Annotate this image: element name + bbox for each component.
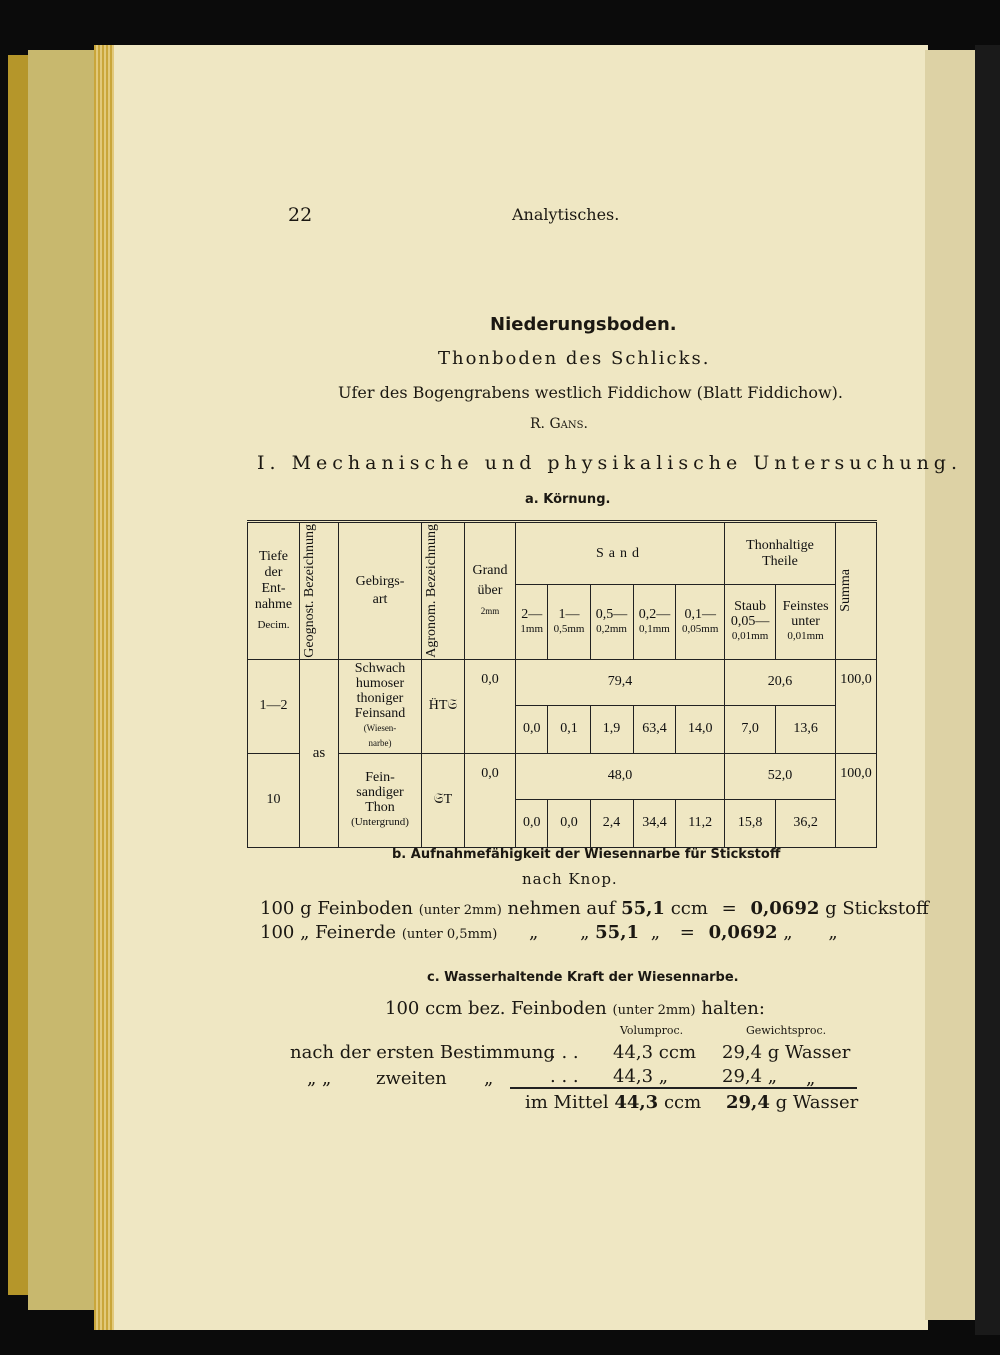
grand-cell: 0,0 bbox=[465, 659, 516, 753]
col-geognost: Geognost. Bezeichnung bbox=[300, 522, 339, 660]
gebirgsart-cell: Schwach humoser thoniger Feinsand (Wiesen- narbe) bbox=[339, 659, 422, 753]
section-c-title: c. Wasserhaltende Kraft der Wiesennarbe. bbox=[427, 970, 739, 985]
table-row bbox=[248, 753, 877, 799]
value-cell: 0,0 bbox=[516, 799, 548, 847]
b-line-1: 100 g Feinboden (unter 2mm) nehmen auf 55,1 ccm = 0,0692 g Stickstoff bbox=[260, 898, 929, 919]
page-edges bbox=[94, 45, 116, 1330]
c-row-1-unit: Wasser bbox=[785, 1042, 851, 1063]
value-cell: 0,0 bbox=[516, 705, 548, 753]
value-cell: 1,9 bbox=[590, 705, 633, 753]
page-number: 22 bbox=[288, 204, 313, 226]
grain-size-table bbox=[247, 520, 877, 848]
c-row-1-label: nach der ersten Bestimmung bbox=[290, 1042, 555, 1063]
facing-page bbox=[28, 50, 100, 1310]
sand-range-3: 0,5— 0,2mm bbox=[590, 585, 633, 660]
c-row-2-dots: . . . bbox=[550, 1066, 579, 1087]
sand-range-1: 2— 1mm bbox=[516, 585, 548, 660]
col-tiefe: Tiefe der Ent- nahme Decim. bbox=[248, 522, 300, 660]
thon-total-cell: 20,6 bbox=[725, 659, 836, 705]
tiefe-cell: 10 bbox=[248, 753, 300, 847]
table-row bbox=[248, 659, 877, 705]
value-cell: 15,8 bbox=[725, 799, 776, 847]
value-cell: 34,4 bbox=[633, 799, 676, 847]
sum-rule bbox=[510, 1087, 857, 1089]
background-right bbox=[975, 45, 1000, 1335]
value-cell: 36,2 bbox=[776, 799, 836, 847]
value-cell: 14,0 bbox=[676, 705, 725, 753]
gebirgsart-cell: Fein- sandiger Thon (Untergrund) bbox=[339, 753, 422, 847]
c-intro: 100 ccm bez. Feinboden (unter 2mm) halten: bbox=[385, 998, 765, 1019]
value-cell: 13,6 bbox=[776, 705, 836, 753]
section-heading: Niederungsboden. bbox=[490, 314, 677, 335]
col-summa: Summa bbox=[836, 522, 877, 660]
sand-range-5: 0,1— 0,05mm bbox=[676, 585, 725, 660]
c-row-1-vol: 44,3 ccm bbox=[613, 1042, 697, 1063]
agronom-cell: 𝔖T bbox=[422, 753, 465, 847]
section-b-subtitle: nach Knop. bbox=[522, 870, 618, 888]
section-b-title: b. Aufnahmefähigkeit der Wiesennarbe für Stickstoff bbox=[392, 847, 781, 862]
b-line-2: 100 „ Feinerde (unter 0,5mm) „ „ 55,1 „ = 0,0692 „ „ bbox=[260, 922, 838, 943]
c-mean: im Mittel 44,3 ccm bbox=[525, 1092, 702, 1113]
col-grand: Grand über 2mm bbox=[465, 522, 516, 660]
sand-range-4: 0,2— 0,1mm bbox=[633, 585, 676, 660]
section-I-title: I. Mechanische und physikalische Untersuchung. bbox=[257, 452, 963, 474]
sand-range-2: 1— 0,5mm bbox=[548, 585, 590, 660]
c-row-1-gew: 29,4 g bbox=[722, 1042, 780, 1063]
head-gewichtsproc: Gewichtsproc. bbox=[746, 1024, 827, 1037]
thon-total-cell: 52,0 bbox=[725, 753, 836, 799]
value-cell: 0,1 bbox=[548, 705, 590, 753]
summa-cell: 100,0 bbox=[836, 753, 877, 847]
c-mean-gew: 29,4 g Wasser bbox=[726, 1092, 859, 1113]
head-volumproc: Volumproc. bbox=[620, 1024, 684, 1037]
summa-cell: 100,0 bbox=[836, 659, 877, 753]
value-cell: 2,4 bbox=[590, 799, 633, 847]
book-spine bbox=[8, 55, 30, 1295]
soil-type: Thonboden des Schlicks. bbox=[438, 348, 711, 369]
grand-cell: 0,0 bbox=[465, 753, 516, 847]
value-cell: 63,4 bbox=[633, 705, 676, 753]
running-title: Analytisches. bbox=[512, 205, 620, 224]
tiefe-cell: 1—2 bbox=[248, 659, 300, 753]
sand-total-cell: 48,0 bbox=[516, 753, 725, 799]
value-cell: 11,2 bbox=[676, 799, 725, 847]
c-row-2-label: zweiten bbox=[376, 1068, 447, 1089]
author: R. Gans. bbox=[530, 416, 588, 432]
agronom-cell: ḦT𝔖 bbox=[422, 659, 465, 753]
col-sand: Sand bbox=[516, 522, 725, 585]
c-row-2-ditto: „ „ bbox=[307, 1068, 332, 1089]
value-cell: 0,0 bbox=[548, 799, 590, 847]
location: Ufer des Bogengrabens westlich Fiddichow (Blatt Fiddichow). bbox=[338, 383, 843, 402]
c-row-1-dots: . . . bbox=[550, 1042, 579, 1063]
c-row-2-vol: 44,3 „ bbox=[613, 1066, 669, 1087]
section-a-title: a. Körnung. bbox=[525, 492, 611, 507]
c-row-2-gew: 29,4 „ bbox=[722, 1066, 778, 1087]
col-agronom: Agronom. Bezeichnung bbox=[422, 522, 465, 660]
c-row-2-ditto2: „ bbox=[484, 1068, 494, 1089]
value-cell: 7,0 bbox=[725, 705, 776, 753]
col-thon: Thonhaltige Theile bbox=[725, 522, 836, 585]
thon-range-1: Staub 0,05— 0,01mm bbox=[725, 585, 776, 660]
thon-range-2: Feinstes unter 0,01mm bbox=[776, 585, 836, 660]
sand-total-cell: 79,4 bbox=[516, 659, 725, 705]
c-row-2-unit: „ bbox=[806, 1068, 816, 1089]
col-gebirgsart: Gebirgs- art bbox=[339, 522, 422, 660]
geognost-cell: as bbox=[300, 659, 339, 847]
